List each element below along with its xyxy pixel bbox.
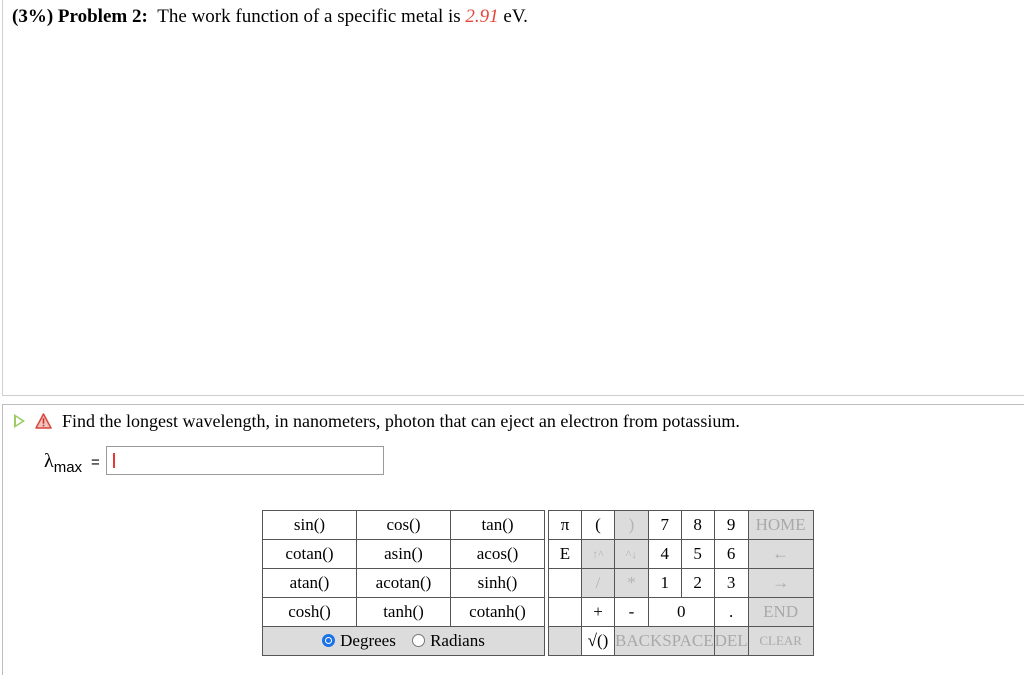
work-function-value: 2.91: [465, 6, 499, 27]
play-icon[interactable]: [14, 414, 25, 428]
e-button[interactable]: E: [549, 540, 582, 569]
work-function-unit: eV.: [503, 6, 528, 27]
problem-frame: [2, 0, 1024, 396]
text-caret: [113, 453, 115, 468]
cotanh-button[interactable]: cotanh(): [451, 598, 545, 627]
blank-key: [549, 598, 582, 627]
blank-key: [549, 627, 582, 656]
asin-button[interactable]: asin(): [357, 540, 451, 569]
home-button[interactable]: HOME: [748, 511, 813, 540]
angle-mode-toggle: [263, 627, 545, 656]
problem-header: [12, 6, 528, 28]
question-text: Find the longest wavelength, in nanometers, photon that can eject an electron from potassium.: [62, 410, 740, 431]
decimal-point-button[interactable]: .: [714, 598, 748, 627]
digit-6-button[interactable]: 6: [714, 540, 748, 569]
cos-button[interactable]: cos(): [357, 511, 451, 540]
digit-1-button[interactable]: 1: [648, 569, 681, 598]
pi-button[interactable]: π: [549, 511, 582, 540]
open-paren-button[interactable]: (: [582, 511, 615, 540]
blank-key: [549, 569, 582, 598]
cotan-button[interactable]: cotan(): [263, 540, 357, 569]
acos-button[interactable]: acos(): [451, 540, 545, 569]
minus-button[interactable]: -: [615, 598, 649, 627]
clear-button[interactable]: CLEAR: [748, 627, 813, 656]
radians-radio[interactable]: [412, 634, 425, 647]
radians-label: Radians: [430, 631, 485, 650]
close-paren-button[interactable]: ): [615, 511, 649, 540]
tanh-button[interactable]: tanh(): [357, 598, 451, 627]
answer-label: [44, 450, 100, 476]
warning-icon: [35, 413, 52, 429]
divide-button[interactable]: /: [582, 569, 615, 598]
answer-input[interactable]: [106, 446, 384, 475]
multiply-button[interactable]: *: [615, 569, 649, 598]
backspace-button[interactable]: BACKSPACE: [615, 627, 715, 656]
lambda-subscript: max: [53, 459, 83, 476]
digit-9-button[interactable]: 9: [714, 511, 748, 540]
sin-button[interactable]: sin(): [263, 511, 357, 540]
degrees-radio[interactable]: [322, 634, 335, 647]
lambda-symbol: λ: [44, 450, 54, 472]
right-arrow-button[interactable]: →: [748, 569, 813, 598]
digit-2-button[interactable]: 2: [681, 569, 714, 598]
problem-text: The work function of a specific metal is: [157, 6, 461, 27]
digit-7-button[interactable]: 7: [648, 511, 681, 540]
cosh-button[interactable]: cosh(): [263, 598, 357, 627]
exponent-down-button[interactable]: ^↓: [615, 540, 649, 569]
digit-3-button[interactable]: 3: [714, 569, 748, 598]
exponent-up-button[interactable]: ↑^: [582, 540, 615, 569]
problem-label: Problem 2:: [57, 6, 148, 27]
tan-button[interactable]: tan(): [451, 511, 545, 540]
sqrt-button[interactable]: √(): [582, 627, 615, 656]
end-button[interactable]: END: [748, 598, 813, 627]
question-row: [14, 410, 740, 432]
equals-sign: =: [91, 454, 100, 471]
digit-0-button[interactable]: 0: [648, 598, 714, 627]
problem-points: (3%): [12, 6, 54, 27]
digit-8-button[interactable]: 8: [681, 511, 714, 540]
atan-button[interactable]: atan(): [263, 569, 357, 598]
plus-button[interactable]: +: [582, 598, 615, 627]
left-arrow-button[interactable]: ←: [748, 540, 813, 569]
del-button[interactable]: DEL: [714, 627, 748, 656]
digit-5-button[interactable]: 5: [681, 540, 714, 569]
sinh-button[interactable]: sinh(): [451, 569, 545, 598]
acotan-button[interactable]: acotan(): [357, 569, 451, 598]
calculator-keypad: [262, 510, 814, 656]
digit-4-button[interactable]: 4: [648, 540, 681, 569]
degrees-label: Degrees: [340, 631, 396, 650]
